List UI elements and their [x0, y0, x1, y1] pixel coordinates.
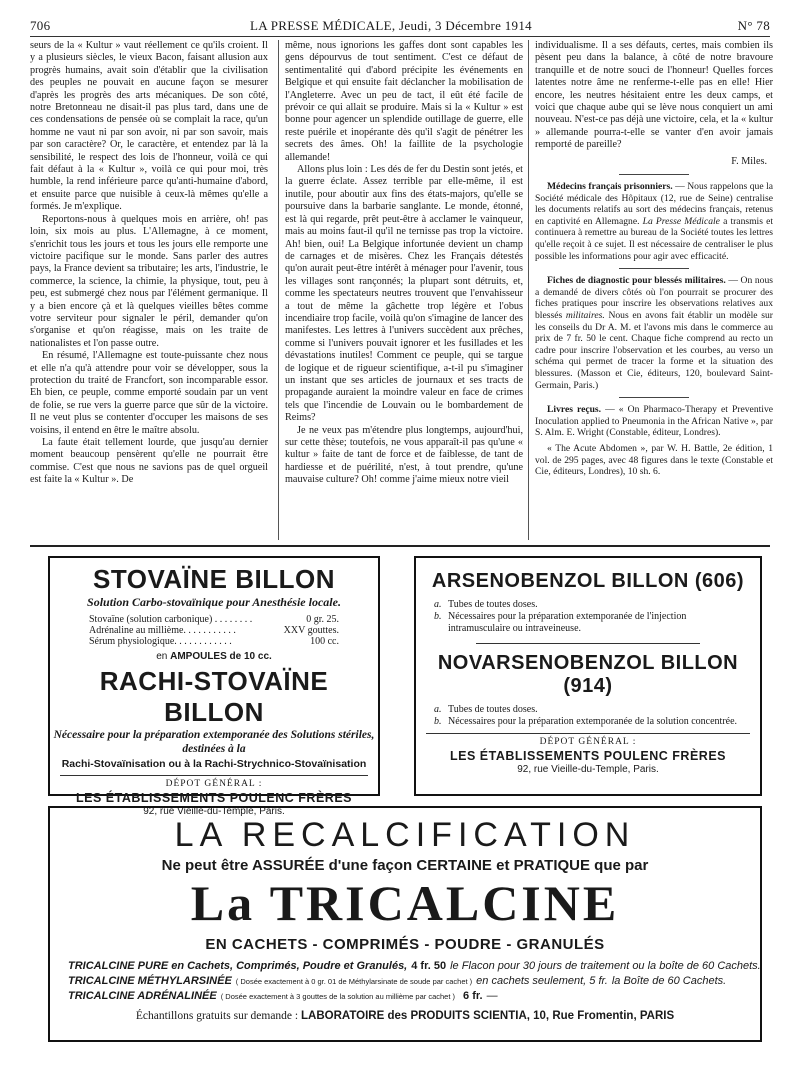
author-signature: F. Miles.: [731, 155, 767, 167]
article-column-3: [535, 40, 773, 540]
paragraph: individualisme. Il a ses défauts, certes, mais combien ils pèsent peu dans la balance, à côté de notre bravoure tranquille et de notre souci de l'honneur! Quelles forces latentes notre âme ne renferme-t-elle pas en elle! Hier encore, les neutres hésitaient entre les deux camps, et voici que chaque aube qui se lève nous conquiert un ami nouveau. N'est-ce pas déjà une victoire, cela, et la « kultur » allemande pourra-t-elle se vanter d'en avoir jamais remporté de pareille?: [535, 40, 773, 151]
column-divider: [528, 40, 529, 540]
ad-headline: LA RECALCIFICATION: [174, 816, 636, 854]
composition-row: Sérum physiologique. . . . . . . . . . . . 100 cc.: [89, 636, 339, 647]
depot-label: DÉPOT GÉNÉRAL :: [539, 737, 637, 747]
product-row: TRICALCINE PURE en Cachets, Comprimés, Poudre et Granulés, 4 fr. 50 le Flacon pour 30 jours de traitement ou la boîte de 60 Cachets.: [68, 960, 761, 972]
divider: [60, 775, 368, 776]
ad-title: STOVAÏNE BILLON: [93, 564, 335, 594]
product-row: TRICALCINE MÉTHYLARSINÉE ( Dosée exactement à 0 gr. 01 de Méthylarsinate de soude par cachet ) en cachets seulement, 5 fr. la Boîte de 60 Cachets.: [68, 975, 727, 987]
divider: [619, 397, 689, 398]
ad-arsenobenzol: [414, 556, 762, 796]
paragraph: Allons plus loin : Les dés de fer du Destin sont jetés, et la guerre éclate. Assez terrible par elle-même, il est inutile, pour aboutir aux fins des états-majors, qu'elle se poursuive dans la barbarie sanglante. Le monde, étonné, est là qui regarde, prêt peut-être à acclamer le vainqueur, mais au moins faut-il qu'il ne ternisse pas trop la victoire. Ah! bien, oui! La Belgique infortunée devient un champ de carnages et de misères. Chez les Français détestés qu'on aurait peut-être intérêt à ménager pour l'avenir, tous les villages sont rançonnés; la plupart sont détruits, et, comme les spectateurs neutres trouvent que l'envahisseur a tout de même la gâchette trop légère et l'obus incendiaire trop facile, voilà qu'on s'imagine de lancer des manifestes. Les lettres à l'univers succèdent aux prêches, comme si l'univers pouvait ignorer et les fusillades et les dévastations inutiles! Comment ce peuple, qui se targue de logique et de rigueur scientifique, a-t-il pu s'imaginer un instant que ses articles de journaux et ses tracts de propagande auraient la moindre valeur en face de crimes tels que l'incendie de Louvain ou le bombardement de Reims?: [285, 164, 523, 424]
article-column-1: [30, 40, 268, 540]
news-item-books: Livres reçus. — « On Pharmaco-Therapy et Preventive Inoculation applied to Pneumonia in the African Native », par S. Alm. E. Wright (Constable, éditeur, Londres).: [535, 404, 773, 439]
depot-label: DÉPOT GÉNÉRAL :: [165, 779, 263, 789]
composition-row: Stovaïne (solution carbonique) . . . . . . . . 0 gr. 25.: [89, 614, 339, 625]
paragraph: Reportons-nous à quelques mois en arrière, oh! pas loin, six mois au plus. L'Allemagne, à ce moment, s'enrichit tous les jours et tous les jours elle remporte une victoire pacifique sur le monde. Sans parler des autres pays, la France devient sa tributaire; les arts, l'industrie, le commerce, la science, la chimie, la physique, tout, peu à peu, est submergé chez nous par l'élément germanique. Il y a bien encore çà et là quelques vieilles bêtes comme votre serviteur pour signaler le péril, demander qu'on s'organise et qu'on réagisse, mais on les traite de nationalistes et l'on passe outre.: [30, 213, 268, 349]
option-item: b. Nécessaires pour la préparation extemporanée de l'injection intramusculaire ou intraveineuse.: [434, 611, 687, 634]
section-rule: [30, 545, 770, 547]
ad-usage: Rachi-Stovaïnisation ou à la Rachi-Strychnico-Stovaïnisation: [61, 758, 367, 770]
company-name: LES ÉTABLISSEMENTS POULENC FRÈRES: [449, 749, 726, 763]
ad-title-2: RACHI-STOVAÏNE BILLON: [99, 666, 329, 727]
option-list: [434, 704, 750, 728]
column-divider: [278, 40, 279, 540]
composition-list: [89, 614, 339, 647]
ad-title: ARSENOBENZOL BILLON (606): [431, 570, 745, 592]
product-row: TRICALCINE ADRÉNALINÉE ( Dosée exactement à 3 gouttes de la solution au millième par cachet ) 6 fr. —: [68, 990, 498, 1002]
option-list: [434, 599, 750, 635]
news-item-book-2: « The Acute Abdomen », par W. H. Battle, 2e édition, 1 vol. de 295 pages, avec 48 figures dans le texte (Constable et Cie, éditeurs, Londres), 10 sh. 6.: [535, 442, 773, 478]
ad-title-2: NOVARSENOBENZOL BILLON (914): [437, 652, 739, 697]
ad-subtitle: Solution Carbo-stovaïnique pour Anesthésie locale.: [87, 595, 341, 609]
article-column-2: [285, 40, 523, 540]
page-number: 706: [30, 18, 51, 33]
company-address: 92, rue Vieille-du-Temple, Paris.: [143, 806, 285, 817]
paragraph: Je ne veux pas m'étendre plus longtemps, aujourd'hui, sur cette thèse; toutefois, ne vous apparaît-il pas qu'une « kultur » faite de tant de force et de faiblesse, de tant de hardiesse et de puérilité, n'est, à tout prendre, qu'une mauvaise culture? Oh! comme j'aime mieux notre vieil: [285, 424, 523, 486]
ad-tricalcine: [48, 806, 762, 1042]
news-item-prisoners: Médecins français prisonniers. — Nous rappelons que la Société médicale des Hôpitaux (12, rue de Seine) centralise les documents relatifs au sort des médecins français, retenus en captivité en Allemagne. La Presse Médicale a transmis et continuera à remettre au bureau de la Société toutes les lettres qu'elle reçoit à ce sujet. Il est nécessaire de centraliser le plus possible les informations pour agir avec efficacité.: [535, 181, 773, 262]
ad-stovaine: [48, 556, 380, 817]
divider: [619, 268, 689, 269]
paragraph: seurs de la « Kultur » vaut réellement ce qu'ils croient. Il y a plusieurs siècles, le vieux Bacon, faisant allusion aux progrès humains, avait soin d'établir que la civilisation des peuples ne pouvait en aucune façon se mesurer d'après les progrès des arts mécaniques. De son côté, notre Bretonneau ne disait-il pas plus tard, dans une de ces condensations de pensée où se complait la race, qu'un homme ne vaut ni par son avoir, ni par son savoir, mais par son caractère? Or, le caractère, et entendez par là la sensibilité, le respect des lois de l'honneur, voilà ce qui fait défaut à la « Kultur », voilà ce qui pour moi, très humble, la rend inférieure parce qu'anti-humaine d'abord, et ensuite parce que nuisible à ceux-là mêmes qu'elle a formés. Je m'explique.: [30, 40, 268, 213]
paragraph: La faute était tellement lourde, que jusqu'au dernier moment beaucoup pensèrent qu'elle ne pourrait être commise. C'est que nous ne savions pas de quel orgueil est faite la « Kultur ». De: [30, 437, 268, 486]
divider: [426, 733, 750, 734]
samples-note: Échantillons gratuits sur demande : LABORATOIRE des PRODUITS SCIENTIA, 10, Rue Fromentin, PARIS: [135, 1010, 675, 1022]
journal-title: LA PRESSE MÉDICALE, Jeudi, 3 Décembre 1914: [250, 18, 532, 33]
header-rule: [30, 36, 770, 37]
option-item: a. Tubes de toutes doses.: [434, 599, 538, 610]
option-item: a. Tubes de toutes doses.: [434, 704, 538, 715]
composition-row: Adrénaline au millième. . . . . . . . . . . XXV gouttes.: [89, 625, 339, 636]
divider: [476, 643, 700, 644]
product-list: [68, 959, 761, 1004]
ad-tagline: Ne peut être ASSURÉE d'une façon CERTAINE et PRATIQUE que par: [161, 857, 649, 874]
ampoules-note: en AMPOULES de 10 cc.: [156, 651, 272, 662]
issue-number: N° 78: [737, 18, 770, 33]
page-header: [30, 18, 770, 38]
company-address: 92, rue Vieille-du-Temple, Paris.: [517, 764, 659, 775]
paragraph: même, nous ignorions les gaffes dont sont capables les gens dépourvus de tout sentiment. C'est ce défaut de sentimentalité qui d'abord précipite les événements en Belgique et qui ensuite fait déclancher la mobilisation de l'Angleterre. Avec un peu de tact, il eût été facile de prévoir ce qui allait se produire. Mais si la « Kultur » est bonne pour agencer un splendide outillage de guerre, elle reste puérile et inopérante dès qu'il s'agit de pénétrer les secrets des âmes. Oh! la faillite de la psychologie allemande!: [285, 40, 523, 163]
news-item-fiches: Fiches de diagnostic pour blessés militaires. — On nous a demandé de divers côtés où l'on pourrait se procurer des fiches pratiques pour inscrire les observations relatives aux blessés militaires. Nous en avons fait établir un modèle sur les conseils du Dr A. M. et l'avons mis dans le commerce au prix de 7 fr. 50 le cent. Chaque fiche comprend au recto un cadre pour inscrire l'observation et les courbes, au verso un schéma qui permet de tracer la forme et la situation des blessures. (Masson et Cie, éditeurs, 120, boulevard Saint-Germain, Paris.): [535, 275, 773, 391]
product-forms: EN CACHETS - COMPRIMÉS - POUDRE - GRANULÉS: [205, 936, 605, 953]
company-name: LES ÉTABLISSEMENTS POULENC FRÈRES: [75, 791, 352, 805]
ad-description: Nécessaire pour la préparation extemporanée des Solutions stériles, destinées à la: [53, 729, 375, 755]
option-item: b. Nécessaires pour la préparation extemporanée de la solution concentrée.: [434, 716, 738, 727]
brand-name: La TRICALCINE: [190, 875, 620, 931]
paragraph: En résumé, l'Allemagne est toute-puissante chez nous et elle n'a qu'à attendre pour voir se développer, sous la protection du traité de Francfort, son incomparable essor. Eh bien, ce peuple, comme emporté soudain par un vent de folie, se rue vers la guerre parce que sûr de la victoire. Il ne veut plus se contenter d'occuper les maisons de ses voisins, il entend en être le maître absolu.: [30, 350, 268, 436]
divider: [619, 174, 689, 175]
